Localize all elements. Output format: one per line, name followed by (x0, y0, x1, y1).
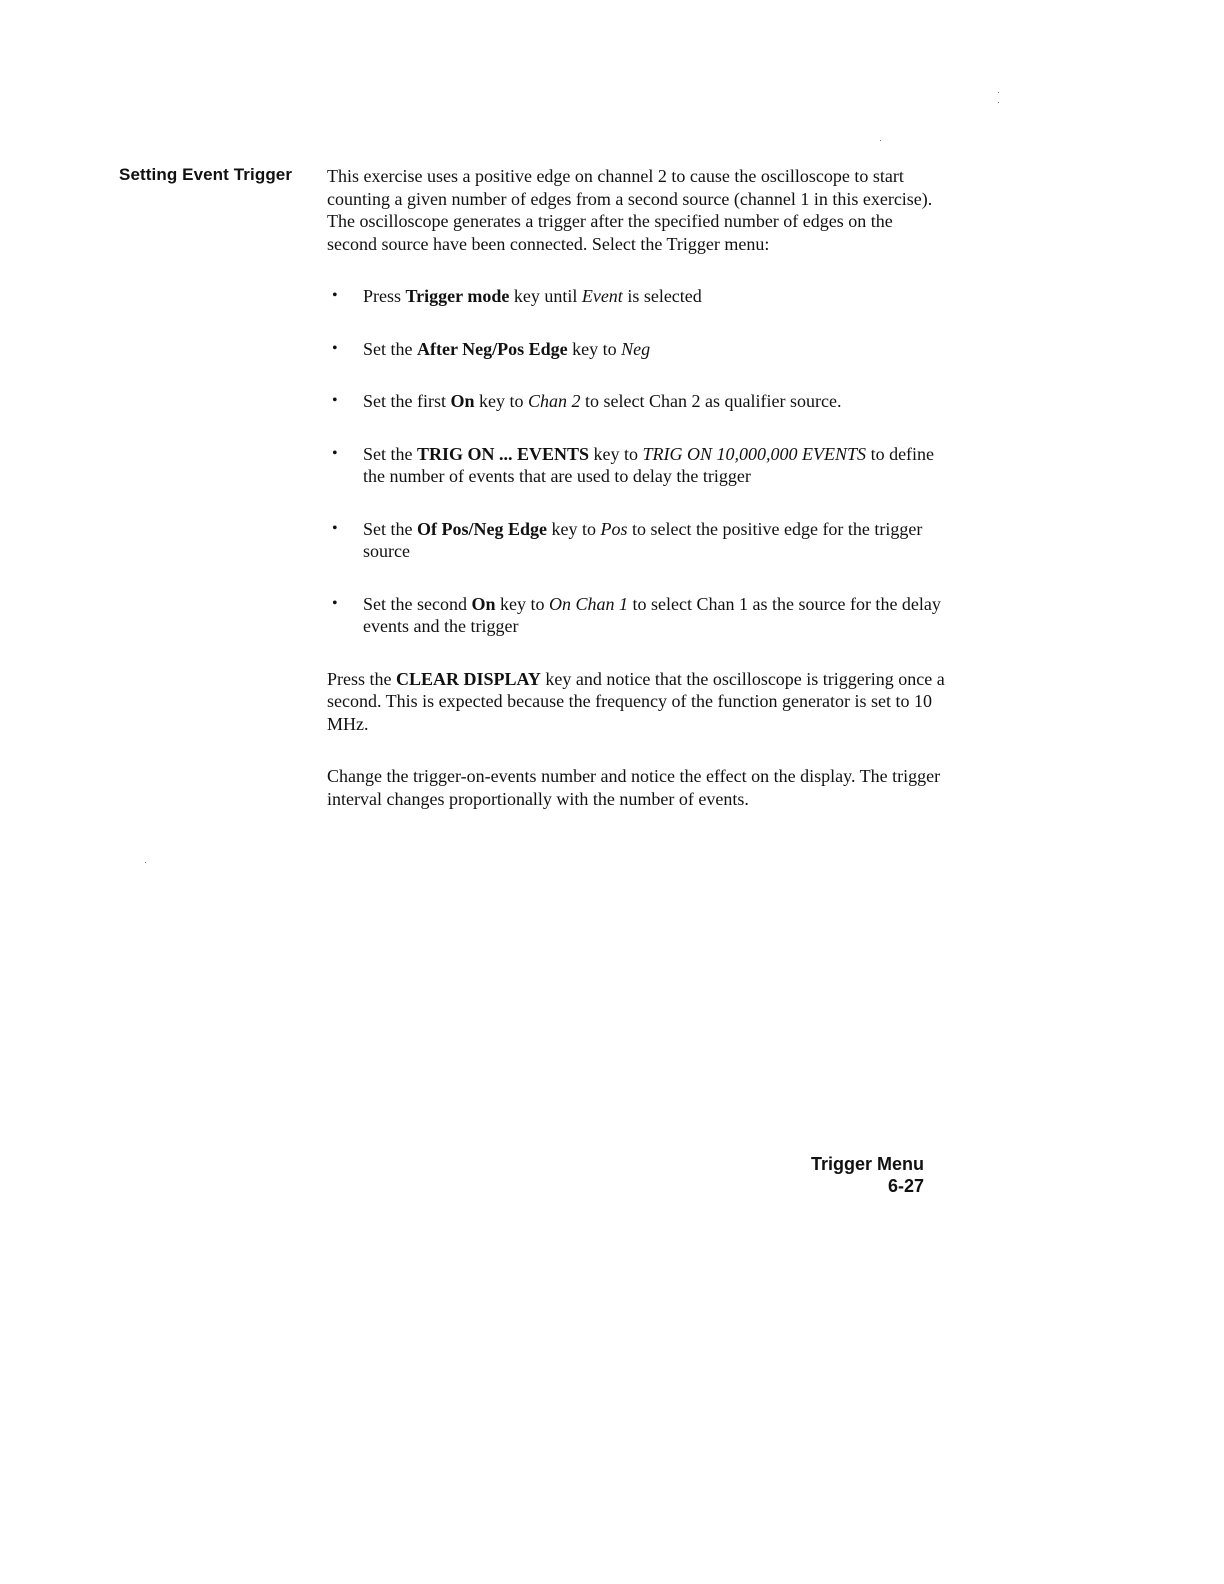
key-value: Neg (621, 338, 651, 359)
key-name: TRIG ON ... EVENTS (417, 443, 590, 464)
para-text: Press the (327, 668, 396, 689)
step-text: Set the first (363, 391, 451, 411)
key-value: Chan 2 (528, 391, 581, 411)
body-column (327, 165, 947, 840)
scan-speck (998, 102, 999, 103)
scan-speck (145, 862, 146, 863)
step-text: key until (509, 286, 582, 306)
key-value: On Chan 1 (549, 593, 629, 614)
step-text: Set the second (363, 593, 472, 614)
bullet-icon: • (332, 392, 338, 409)
list-item (327, 390, 947, 413)
step-text: to select Chan 1 as the source for the delay events and the trigger (363, 593, 941, 636)
step-text: key to (567, 338, 622, 359)
key-value: Event (581, 286, 623, 306)
scan-speck (880, 140, 881, 141)
key-name: Trigger mode (405, 286, 510, 306)
step-text: to define the number of events that are used to delay the trigger (363, 443, 935, 486)
key-name: After Neg/Pos Edge (417, 338, 568, 359)
page-footer (811, 1153, 924, 1197)
step-text: is selected (622, 286, 702, 306)
scan-speck (998, 92, 999, 93)
intro-paragraph: This exercise uses a positive edge on channel 2 to cause the oscilloscope to start counting a given number of edges from a second source (channel 1 in this exercise). The oscilloscope generates a trigger after the specified number of edges on the second source have been connected. Select the Trigger menu: (327, 166, 933, 254)
step-text: key to (589, 443, 643, 464)
key-name: On (471, 593, 496, 614)
list-item (327, 285, 947, 308)
clear-display-paragraph (327, 668, 947, 736)
change-events-paragraph: Change the trigger-on-events number and notice the effect on the display. The trigger interval changes proportionally with the number of events. (327, 766, 941, 809)
page-number: 6-27 (887, 1176, 924, 1196)
steps-list (327, 285, 947, 638)
bullet-icon: • (332, 519, 338, 537)
step-text: Set the (363, 443, 417, 464)
bullet-icon: • (332, 287, 338, 304)
bullet-icon: • (332, 444, 338, 462)
section-heading: Setting Event Trigger (119, 165, 293, 184)
list-item (327, 518, 947, 563)
key-value: Pos (600, 518, 628, 539)
bullet-icon: • (332, 339, 338, 357)
key-name: Of Pos/Neg Edge (417, 518, 547, 539)
para-text: key and notice that the oscilloscope is triggering once a second. This is expected because the frequency of the function generator is set to 10 MHz. (327, 668, 945, 734)
step-text: to select the positive edge for the trigger source (363, 518, 923, 561)
step-text: key to (547, 518, 601, 539)
list-item (327, 443, 947, 488)
step-text: key to (495, 593, 549, 614)
key-name: On (450, 391, 475, 411)
step-text: Set the (363, 338, 417, 359)
step-text: key to (474, 391, 529, 411)
list-item (327, 338, 947, 361)
step-text: to select Chan 2 as qualifier source. (580, 391, 842, 411)
bullet-icon: • (332, 594, 338, 612)
step-text: Press (363, 286, 406, 306)
list-item (327, 593, 947, 638)
step-text: Set the (363, 518, 417, 539)
footer-section-title: Trigger Menu (810, 1154, 924, 1174)
key-name: CLEAR DISPLAY (396, 668, 541, 689)
key-value: TRIG ON 10,000,000 EVENTS (642, 443, 867, 464)
